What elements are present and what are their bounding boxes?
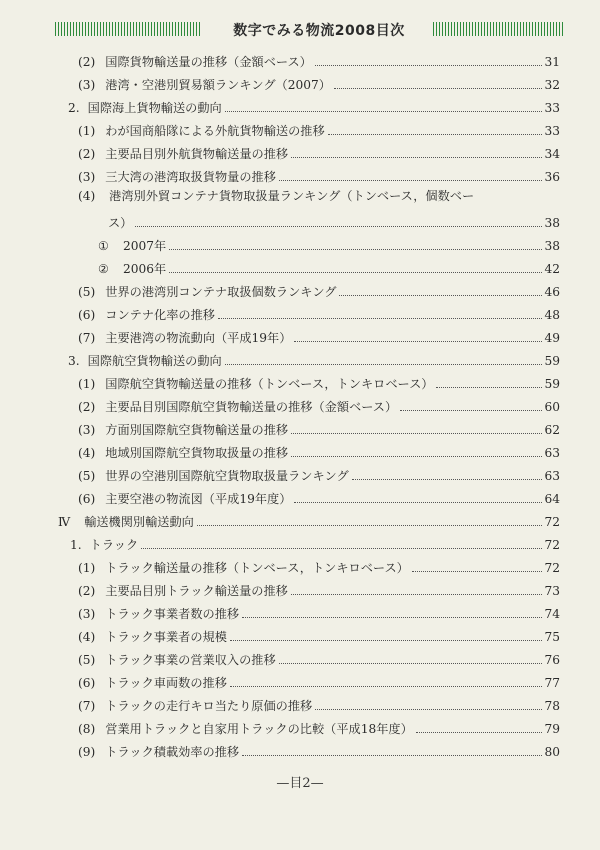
entry-page: 78 (544, 699, 560, 713)
dot-leader (225, 364, 543, 365)
toc-subentry[interactable] (98, 234, 560, 254)
entry-page: 32 (544, 78, 560, 92)
toc-entry[interactable] (78, 694, 560, 714)
toc-entry[interactable] (78, 487, 560, 507)
entry-title: 世界の港湾別コンテナ取扱個数ランキング (105, 285, 337, 299)
entry-title: 主要港湾の物流動向（平成19年） (105, 331, 292, 345)
entry-page: 38 (544, 216, 560, 230)
entry-number: (5) (78, 469, 96, 483)
entry-title: 世界の空港別国際航空貨物取扱量ランキング (105, 469, 349, 483)
toc-entry-continued[interactable] (108, 211, 560, 231)
toc-entry[interactable] (78, 395, 560, 415)
entry-page: 72 (544, 515, 560, 529)
entry-page: 38 (544, 239, 560, 253)
toc-entry[interactable] (78, 671, 560, 691)
entry-number: (9) (78, 745, 96, 759)
toc-entry[interactable] (78, 280, 560, 300)
entry-number: (6) (78, 492, 96, 506)
entry-page: 72 (544, 538, 560, 552)
toc-entry[interactable] (78, 556, 560, 576)
toc-chapter[interactable] (58, 510, 560, 530)
dot-leader (197, 525, 543, 526)
entry-number: (4) (78, 630, 96, 644)
entry-title: トラック事業者数の推移 (105, 607, 240, 621)
entry-number: (3) (78, 607, 96, 621)
dot-leader (279, 180, 543, 181)
entry-page: 80 (544, 745, 560, 759)
dot-leader (291, 594, 543, 595)
dot-leader (169, 272, 542, 273)
entry-page: 42 (544, 262, 560, 276)
dot-leader (169, 249, 542, 250)
entry-number: (1) (78, 561, 96, 575)
entry-title: トラック輸送量の推移（トンベース，トンキロベース） (105, 561, 409, 575)
entry-page: 33 (544, 101, 560, 115)
entry-title: 営業用トラックと自家用トラックの比較（平成18年度） (105, 722, 413, 736)
toc-section[interactable] (68, 349, 560, 369)
toc-entry[interactable] (78, 464, 560, 484)
entry-title: 港湾別外貿コンテナ貨物取扱量ランキング（トンベース，個数ベー (109, 189, 475, 203)
entry-page: 77 (544, 676, 560, 690)
toc-entry[interactable] (78, 740, 560, 760)
entry-page: 34 (544, 147, 560, 161)
chapter-title: 輸送機関別輸送動向 (84, 515, 194, 529)
dot-leader (230, 686, 543, 687)
toc-entry[interactable] (78, 188, 560, 208)
entry-title: 2006年 (122, 262, 167, 276)
toc-entry[interactable] (78, 303, 560, 323)
dot-leader (294, 502, 542, 503)
entry-title: トラック事業者の規模 (105, 630, 227, 644)
toc-entry[interactable] (78, 579, 560, 599)
entry-page: 33 (544, 124, 560, 138)
entry-page: 36 (544, 170, 560, 184)
entry-number: (1) (78, 124, 96, 138)
entry-page: 46 (544, 285, 560, 299)
entry-title: トラック積載効率の推移 (105, 745, 240, 759)
entry-title: わが国商船隊による外航貨物輸送の推移 (105, 124, 325, 138)
entry-title: 国際貨物輸送量の推移（金額ベース） (105, 55, 312, 69)
page-number-footer: —目2— (276, 776, 324, 791)
entry-page: 64 (544, 492, 560, 506)
toc-entry[interactable] (78, 648, 560, 668)
entry-number: (8) (78, 722, 96, 736)
dot-leader (291, 433, 542, 434)
header-stripe-left (55, 22, 200, 36)
entry-page: 63 (544, 446, 560, 460)
toc-entry[interactable] (78, 326, 560, 346)
section-title: 国際海上貨物輸送の動向 (87, 101, 222, 115)
entry-title: トラックの走行キロ当たり原価の推移 (105, 699, 313, 713)
entry-number: (4) (78, 189, 96, 203)
page-header (55, 20, 563, 44)
toc-entry[interactable] (78, 165, 560, 185)
entry-page: 79 (544, 722, 560, 736)
entry-number: (2) (78, 147, 96, 161)
toc-entry[interactable] (78, 625, 560, 645)
entry-page: 74 (544, 607, 560, 621)
entry-number: (7) (78, 699, 96, 713)
entry-number: (3) (78, 78, 96, 92)
toc-entry[interactable] (78, 418, 560, 438)
entry-number: (1) (78, 377, 96, 391)
entry-number: (3) (78, 423, 96, 437)
entry-page: 49 (544, 331, 560, 345)
dot-leader (218, 318, 543, 319)
toc-entry[interactable] (78, 73, 560, 93)
entry-number: ② (98, 262, 109, 276)
dot-leader (315, 65, 543, 66)
entry-page: 31 (544, 55, 560, 69)
entry-title: 主要品目別国際航空貨物輸送量の推移（金額ベース） (105, 400, 398, 414)
dot-leader (291, 157, 542, 158)
entry-number: ① (98, 239, 109, 253)
dot-leader (328, 134, 543, 135)
entry-page: 63 (544, 469, 560, 483)
dot-leader (339, 295, 542, 296)
dot-leader (436, 387, 542, 388)
entry-title: 2007年 (122, 239, 167, 253)
section-number: 2. (68, 101, 80, 115)
dot-leader (352, 479, 543, 480)
entry-title: 地域別国際航空貨物取扱量の推移 (105, 446, 289, 460)
entry-title: 国際航空貨物輸送量の推移（トンベース，トンキロベース） (105, 377, 434, 391)
entry-title-continued: ス） (108, 216, 133, 230)
entry-page: 73 (544, 584, 560, 598)
entry-number: (7) (78, 331, 96, 345)
entry-title: トラック車両数の推移 (105, 676, 227, 690)
toc-subentry[interactable] (98, 257, 560, 277)
toc-entry[interactable] (78, 142, 560, 162)
dot-leader (400, 410, 542, 411)
entry-title: 主要空港の物流図（平成19年度） (105, 492, 292, 506)
entry-number: (2) (78, 400, 96, 414)
toc-entry[interactable] (78, 717, 560, 737)
dot-leader (141, 548, 542, 549)
dot-leader (225, 111, 543, 112)
toc-entry[interactable] (78, 372, 560, 392)
entry-page: 72 (544, 561, 560, 575)
entry-page: 76 (544, 653, 560, 667)
entry-title: 三大湾の港湾取扱貨物量の推移 (105, 170, 276, 184)
toc-entry[interactable] (78, 441, 560, 461)
entry-page: 75 (544, 630, 560, 644)
entry-number: (2) (78, 584, 96, 598)
dot-leader (135, 226, 542, 227)
entry-number: (5) (78, 653, 96, 667)
entry-title: コンテナ化率の推移 (105, 308, 215, 322)
entry-title: トラック事業の営業収入の推移 (105, 653, 276, 667)
dot-leader (279, 663, 543, 664)
entry-title: 方面別国際航空貨物輸送量の推移 (105, 423, 289, 437)
entry-page: 62 (544, 423, 560, 437)
toc-section[interactable] (68, 96, 560, 116)
section-number: 3. (68, 354, 80, 368)
dot-leader (412, 571, 543, 572)
dot-leader (294, 341, 542, 342)
dot-leader (334, 88, 543, 89)
section-title: 国際航空貨物輸送の動向 (87, 354, 222, 368)
section-number: 1. (70, 538, 82, 552)
chapter-number: Ⅳ (58, 515, 71, 529)
dot-leader (416, 732, 543, 733)
toc-entry[interactable] (78, 119, 560, 139)
section-title: トラック (89, 538, 139, 552)
entry-page: 59 (544, 377, 560, 391)
dot-leader (242, 617, 542, 618)
header-stripe-right (433, 22, 563, 36)
entry-number: (6) (78, 676, 96, 690)
entry-number: (2) (78, 55, 96, 69)
dot-leader (230, 640, 543, 641)
entry-page: 60 (544, 400, 560, 414)
entry-number: (3) (78, 170, 96, 184)
page-title: 数字でみる物流2008目次 (233, 23, 405, 39)
entry-page: 59 (544, 354, 560, 368)
entry-number: (6) (78, 308, 96, 322)
toc-section[interactable] (70, 533, 560, 553)
dot-leader (315, 709, 542, 710)
entry-title: 港湾・空港別貿易額ランキング（2007） (105, 78, 331, 92)
dot-leader (242, 755, 542, 756)
entry-number: (5) (78, 285, 96, 299)
entry-number: (4) (78, 446, 96, 460)
entry-title: 主要品目別トラック輸送量の推移 (105, 584, 288, 598)
toc-entry[interactable] (78, 50, 560, 70)
entry-title: 主要品目別外航貨物輸送量の推移 (105, 147, 289, 161)
entry-page: 48 (544, 308, 560, 322)
toc-entry[interactable] (78, 602, 560, 622)
dot-leader (291, 456, 542, 457)
